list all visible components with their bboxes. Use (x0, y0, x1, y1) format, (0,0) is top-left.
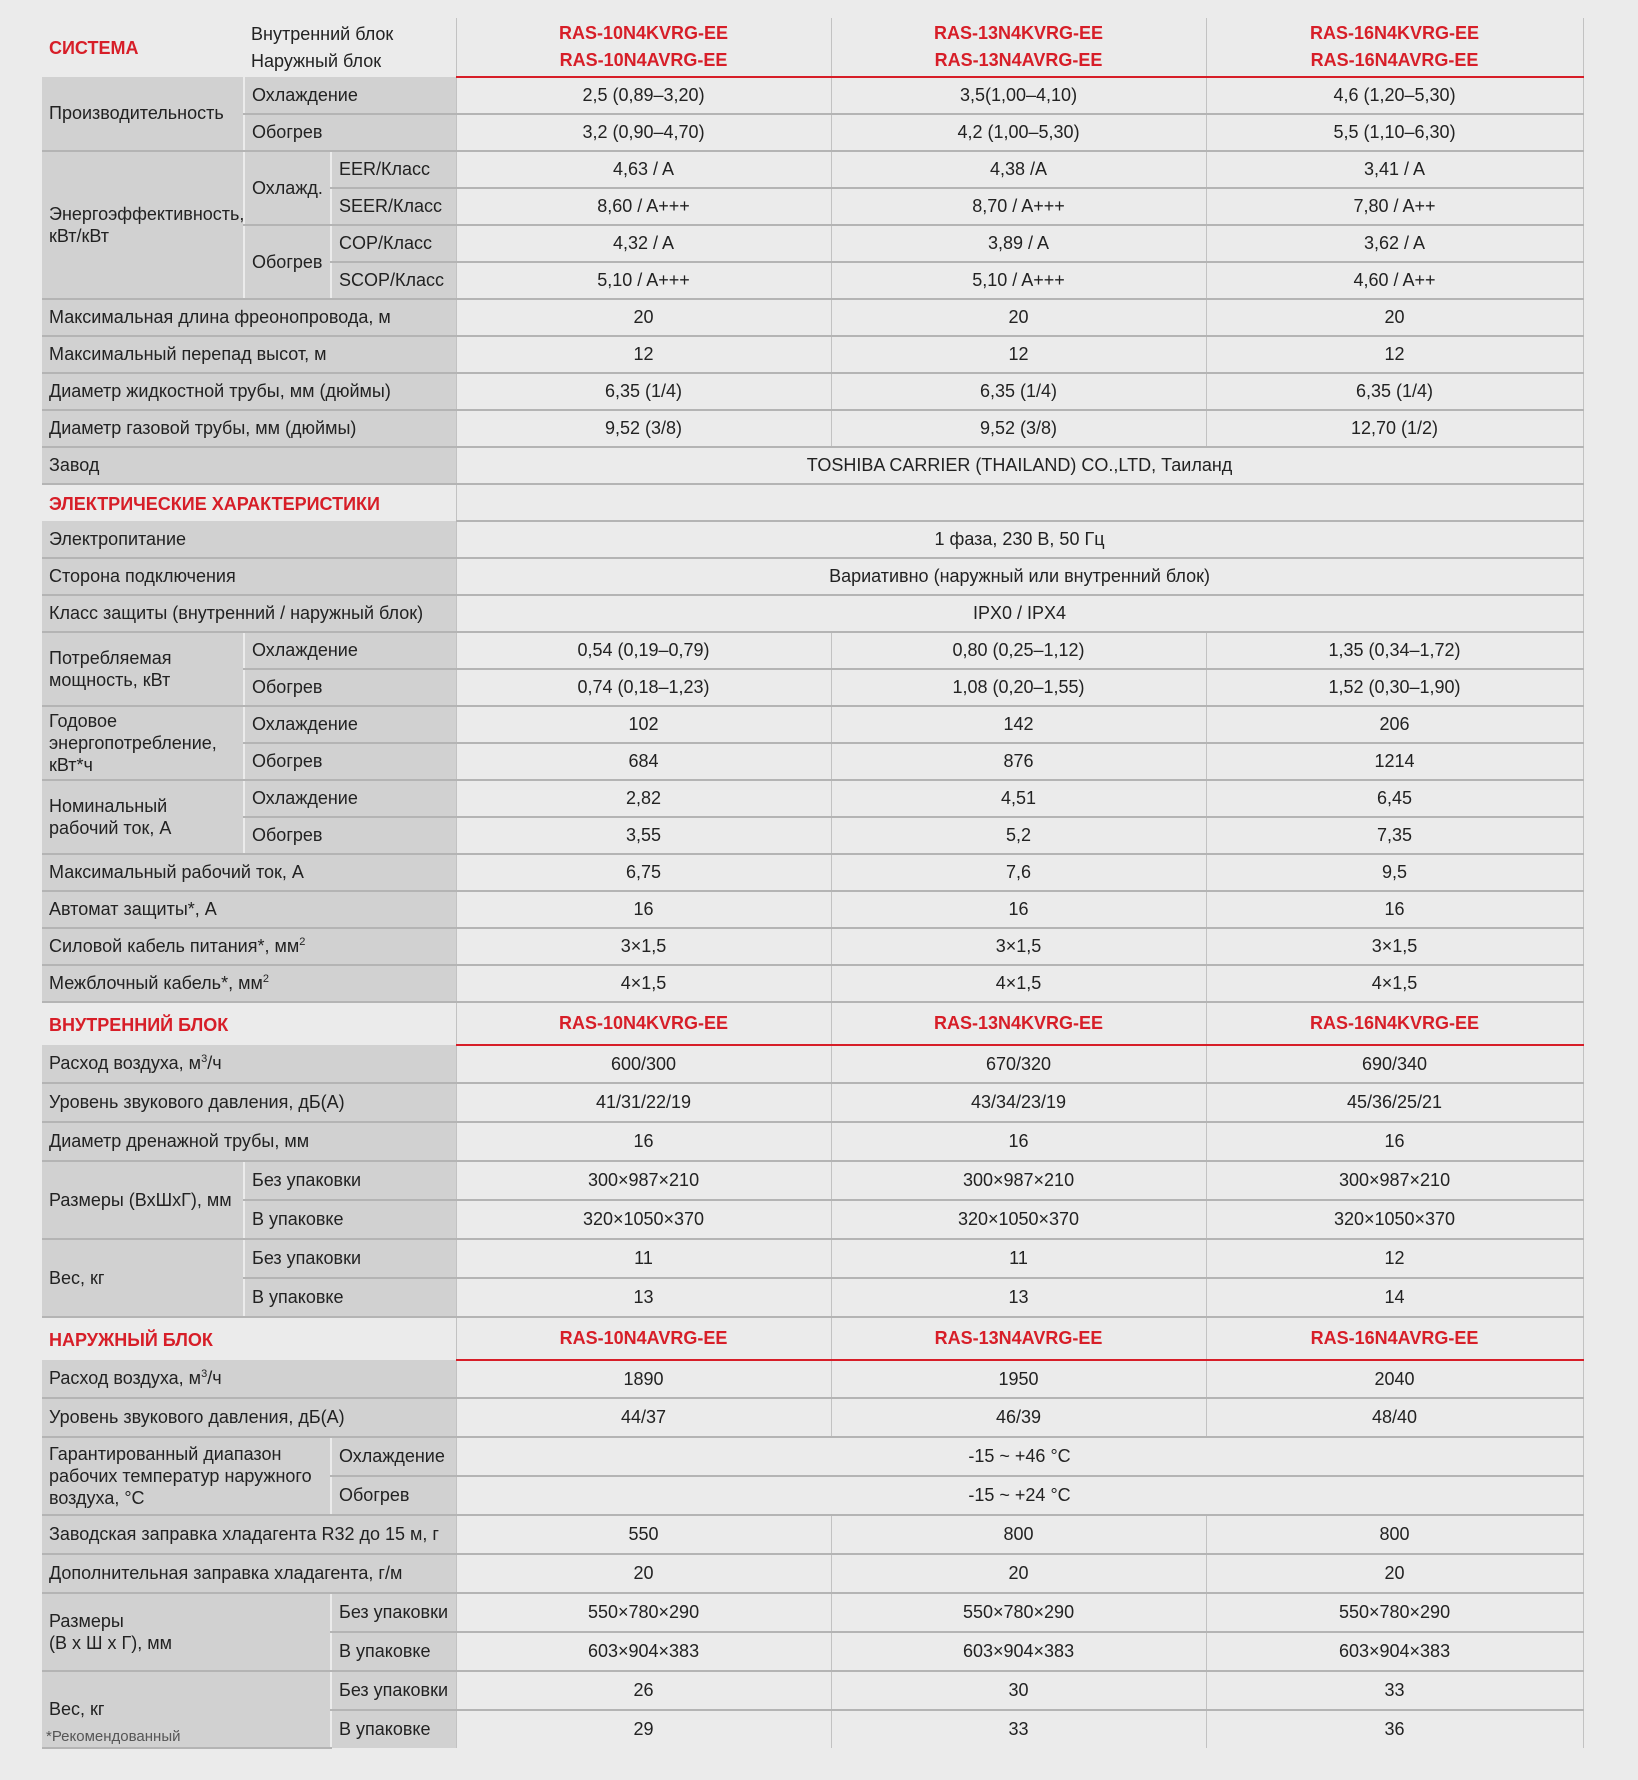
table-cell: 16 (831, 891, 1206, 928)
unit-type-labels (244, 18, 456, 77)
row-label: Вес, кг (42, 1239, 244, 1317)
table-cell: 600/300 (456, 1045, 831, 1083)
table-row (42, 1083, 1583, 1122)
table-cell: 30 (831, 1671, 1206, 1710)
table-cell: 33 (1206, 1671, 1583, 1710)
table-cell: 3,55 (456, 817, 831, 854)
row-sublabel: В упаковке (244, 1278, 456, 1317)
table-cell: 1,08 (0,20–1,55) (831, 669, 1206, 706)
table-cell: 5,10 / A+++ (456, 262, 831, 299)
table-cell: 4,63 / A (456, 151, 831, 188)
table-cell: 3,41 / A (1206, 151, 1583, 188)
table-cell: 26 (456, 1671, 831, 1710)
table-row (42, 1161, 1583, 1200)
row-sublabel: Обогрев (331, 1476, 456, 1515)
table-row (42, 1671, 1583, 1710)
table-cell: 6,75 (456, 854, 831, 891)
table-cell: 14 (1206, 1278, 1583, 1317)
table-cell: 3×1,5 (1206, 928, 1583, 965)
table-cell: 320×1050×370 (831, 1200, 1206, 1239)
table-row (42, 1554, 1583, 1593)
table-cell: 20 (1206, 299, 1583, 336)
table-cell: 9,5 (1206, 854, 1583, 891)
label-text: Силовой кабель питания*, мм (49, 936, 300, 956)
table-cell: 9,52 (3/8) (831, 410, 1206, 447)
table-cell: 4×1,5 (456, 965, 831, 1002)
table-cell: 6,35 (1/4) (456, 373, 831, 410)
superscript: 3 (201, 1053, 208, 1065)
table-cell: 12 (831, 336, 1206, 373)
superscript: 3 (201, 1368, 208, 1380)
row-label: Электропитание (42, 521, 456, 558)
row-sublabel: Обогрев (244, 114, 456, 151)
table-cell: 43/34/23/19 (831, 1083, 1206, 1122)
row-label: Диаметр газовой трубы, мм (дюймы) (42, 410, 456, 447)
table-cell: 16 (831, 1122, 1206, 1161)
table-cell: 7,6 (831, 854, 1206, 891)
table-row (42, 336, 1583, 373)
table-row (42, 1239, 1583, 1278)
table-cell: 0,80 (0,25–1,12) (831, 632, 1206, 669)
table-row (42, 1437, 1583, 1476)
row-sublabel: Охлаждение (244, 632, 456, 669)
label-text: Расход воздуха, м (49, 1368, 202, 1388)
table-row (42, 595, 1583, 632)
row-label (42, 1360, 456, 1398)
table-cell: 0,74 (0,18–1,23) (456, 669, 831, 706)
row-sublabel: SEER/Класс (331, 188, 456, 225)
row-label: Уровень звукового давления, дБ(А) (42, 1083, 456, 1122)
row-label (42, 928, 456, 965)
table-cell: 320×1050×370 (1206, 1200, 1583, 1239)
indoor-model-3: RAS-16N4KVRG-EE (1206, 1002, 1583, 1045)
table-cell: 4,60 / A++ (1206, 262, 1583, 299)
outdoor-model: RAS-10N4AVRG-EE (559, 50, 728, 70)
row-sublabel: EER/Класс (331, 151, 456, 188)
table-cell: 300×987×210 (456, 1161, 831, 1200)
table-cell: 7,80 / A++ (1206, 188, 1583, 225)
row-label: Диаметр дренажной трубы, мм (42, 1122, 456, 1161)
table-cell: 6,35 (1/4) (831, 373, 1206, 410)
row-label: Уровень звукового давления, дБ(А) (42, 1398, 456, 1437)
table-row (42, 669, 1583, 706)
row-label: Максимальный перепад высот, м (42, 336, 456, 373)
table-cell: 4,51 (831, 780, 1206, 817)
table-cell: 603×904×383 (831, 1632, 1206, 1671)
model-pair-1 (456, 18, 831, 77)
indoor-model: RAS-13N4KVRG-EE (933, 23, 1104, 43)
table-cell: 41/31/22/19 (456, 1083, 831, 1122)
table-cell: 16 (1206, 891, 1583, 928)
row-sublabel: Обогрев (244, 743, 456, 780)
table-cell: 48/40 (1206, 1398, 1583, 1437)
spec-table (42, 18, 1584, 1749)
table-cell: 5,2 (831, 817, 1206, 854)
table-cell: 6,35 (1/4) (1206, 373, 1583, 410)
table-cell: 4×1,5 (831, 965, 1206, 1002)
indoor-header-row (42, 1002, 1583, 1045)
table-row (42, 225, 1583, 262)
row-label: Максимальная длина фреонопровода, м (42, 299, 456, 336)
table-cell: 2,82 (456, 780, 831, 817)
table-row (42, 151, 1583, 188)
table-cell: 16 (1206, 1122, 1583, 1161)
row-sublabel: Без упаковки (244, 1161, 456, 1200)
outdoor-model-2: RAS-13N4AVRG-EE (831, 1317, 1206, 1360)
table-cell: 4×1,5 (1206, 965, 1583, 1002)
table-cell: -15 ~ +46 °С (456, 1437, 1583, 1476)
row-sublabel: В упаковке (331, 1710, 456, 1748)
table-cell: 3,62 / A (1206, 225, 1583, 262)
table-row (42, 1278, 1583, 1317)
table-cell: 3×1,5 (456, 928, 831, 965)
table-cell: 5,5 (1,10–6,30) (1206, 114, 1583, 151)
table-row (42, 558, 1583, 595)
system-header-row (42, 18, 1583, 77)
table-cell: 876 (831, 743, 1206, 780)
table-row (42, 1515, 1583, 1554)
row-sublabel: Охлаждение (244, 706, 456, 743)
table-cell: 20 (1206, 1554, 1583, 1593)
table-cell: 1 фаза, 230 В, 50 Гц (456, 521, 1583, 558)
table-row (42, 114, 1583, 151)
label-text: Межблочный кабель*, мм (49, 973, 263, 993)
row-sublabel: Обогрев (244, 817, 456, 854)
table-cell: 4,32 / A (456, 225, 831, 262)
row-label: Гарантированный диапазон рабочих температур наружного воздуха, °С (42, 1437, 331, 1515)
label-text: Расход воздуха, м (49, 1053, 202, 1073)
row-label: Номинальный рабочий ток, А (42, 780, 244, 854)
table-cell: 20 (831, 299, 1206, 336)
table-cell: 13 (456, 1278, 831, 1317)
row-label: Вес, кг (42, 1671, 331, 1748)
table-cell: 12 (1206, 336, 1583, 373)
table-cell: 16 (456, 891, 831, 928)
table-cell: 550×780×290 (1206, 1593, 1583, 1632)
table-cell: 670/320 (831, 1045, 1206, 1083)
table-cell: 1,35 (0,34–1,72) (1206, 632, 1583, 669)
table-cell: 4,2 (1,00–5,30) (831, 114, 1206, 151)
table-cell: 3,5(1,00–4,10) (831, 77, 1206, 114)
table-cell: 690/340 (1206, 1045, 1583, 1083)
table-row (42, 928, 1583, 965)
section-title-outdoor: НАРУЖНЫЙ БЛОК (42, 1317, 456, 1360)
table-row (42, 1122, 1583, 1161)
label-line: Размеры (49, 1611, 124, 1631)
table-row (42, 299, 1583, 336)
section-title-electrical: ЭЛЕКТРИЧЕСКИЕ ХАРАКТЕРИСТИКИ (42, 484, 456, 521)
row-label: Сторона подключения (42, 558, 456, 595)
row-sublabel: Без упаковки (244, 1239, 456, 1278)
row-sublabel: Без упаковки (331, 1671, 456, 1710)
table-cell: -15 ~ +24 °С (456, 1476, 1583, 1515)
table-cell: 300×987×210 (831, 1161, 1206, 1200)
indoor-model-2: RAS-13N4KVRG-EE (831, 1002, 1206, 1045)
row-label: Завод (42, 447, 456, 484)
row-sublabel: Охлаждение (244, 77, 456, 114)
table-cell: 300×987×210 (1206, 1161, 1583, 1200)
table-cell: 20 (831, 1554, 1206, 1593)
model-pair-3 (1206, 18, 1583, 77)
table-cell: Вариативно (наружный или внутренний блок) (456, 558, 1583, 595)
table-cell: 12,70 (1/2) (1206, 410, 1583, 447)
table-cell: 800 (831, 1515, 1206, 1554)
indoor-model-1: RAS-10N4KVRG-EE (456, 1002, 831, 1045)
outdoor-model-3: RAS-16N4AVRG-EE (1206, 1317, 1583, 1360)
row-label: Класс защиты (внутренний / наружный блок) (42, 595, 456, 632)
table-row (42, 77, 1583, 114)
table-cell: 13 (831, 1278, 1206, 1317)
section-spacer (456, 484, 1583, 521)
table-cell: 2,5 (0,89–3,20) (456, 77, 831, 114)
table-cell: IPX0 / IPX4 (456, 595, 1583, 632)
table-cell: 206 (1206, 706, 1583, 743)
table-cell: 1,52 (0,30–1,90) (1206, 669, 1583, 706)
row-label: Автомат защиты*, А (42, 891, 456, 928)
row-sublabel: Без упаковки (331, 1593, 456, 1632)
table-row (42, 891, 1583, 928)
indoor-model: RAS-10N4KVRG-EE (558, 23, 729, 43)
footnote: *Рекомендованный (46, 1728, 181, 1745)
superscript: 2 (262, 973, 269, 985)
table-cell: 320×1050×370 (456, 1200, 831, 1239)
row-label: Годовое энергопотребление, кВт*ч (42, 706, 244, 780)
row-label: Максимальный рабочий ток, А (42, 854, 456, 891)
row-label: Дополнительная заправка хладагента, г/м (42, 1554, 456, 1593)
table-cell: 3,89 / A (831, 225, 1206, 262)
table-cell: 4,38 /A (831, 151, 1206, 188)
outdoor-header-row (42, 1317, 1583, 1360)
table-cell: 3,2 (0,90–4,70) (456, 114, 831, 151)
outdoor-model: RAS-16N4AVRG-EE (1310, 50, 1479, 70)
row-label (42, 1593, 331, 1671)
table-cell: 1214 (1206, 743, 1583, 780)
indoor-model: RAS-16N4KVRG-EE (1309, 23, 1480, 43)
table-row (42, 743, 1583, 780)
outdoor-unit-label: Наружный блок (251, 50, 382, 71)
table-row (42, 706, 1583, 743)
table-cell: 12 (456, 336, 831, 373)
table-cell: 7,35 (1206, 817, 1583, 854)
table-cell: 0,54 (0,19–0,79) (456, 632, 831, 669)
table-cell: 5,10 / A+++ (831, 262, 1206, 299)
table-row (42, 1200, 1583, 1239)
row-sublabel: В упаковке (331, 1632, 456, 1671)
table-row (42, 447, 1583, 484)
table-cell: 603×904×383 (1206, 1632, 1583, 1671)
table-cell: 45/36/25/21 (1206, 1083, 1583, 1122)
table-row (42, 1593, 1583, 1632)
label-suffix: /ч (207, 1053, 222, 1073)
table-cell: 1890 (456, 1360, 831, 1398)
table-cell: 4,6 (1,20–5,30) (1206, 77, 1583, 114)
row-label (42, 1045, 456, 1083)
row-sublabel: Охлаждение (331, 1437, 456, 1476)
table-cell: 684 (456, 743, 831, 780)
table-cell: 550 (456, 1515, 831, 1554)
table-cell: 33 (831, 1710, 1206, 1748)
spec-sheet (42, 18, 1583, 1749)
row-group-label: Обогрев (244, 225, 331, 299)
table-row (42, 1045, 1583, 1083)
table-cell: TOSHIBA CARRIER (THAILAND) CO.,LTD, Таиланд (456, 447, 1583, 484)
outdoor-model: RAS-13N4AVRG-EE (934, 50, 1103, 70)
outdoor-model-1: RAS-10N4AVRG-EE (456, 1317, 831, 1360)
section-title-indoor: ВНУТРЕННИЙ БЛОК (42, 1002, 456, 1045)
table-cell: 3×1,5 (831, 928, 1206, 965)
table-row (42, 1360, 1583, 1398)
table-cell: 11 (831, 1239, 1206, 1278)
table-cell: 20 (456, 1554, 831, 1593)
table-cell: 142 (831, 706, 1206, 743)
row-label (42, 965, 456, 1002)
table-cell: 800 (1206, 1515, 1583, 1554)
table-cell: 11 (456, 1239, 831, 1278)
table-cell: 12 (1206, 1239, 1583, 1278)
row-group-label: Охлажд. (244, 151, 331, 225)
label-line: (В х Ш х Г), мм (49, 1633, 172, 1653)
table-row (42, 521, 1583, 558)
model-pair-2 (831, 18, 1206, 77)
row-label: Энергоэффективность, кВт/кВт (42, 151, 244, 299)
electrical-header-row (42, 484, 1583, 521)
row-label: Заводская заправка хладагента R32 до 15 м, г (42, 1515, 456, 1554)
table-cell: 550×780×290 (831, 1593, 1206, 1632)
row-sublabel: Обогрев (244, 669, 456, 706)
table-row (42, 410, 1583, 447)
table-row (42, 373, 1583, 410)
table-cell: 1950 (831, 1360, 1206, 1398)
table-cell: 29 (456, 1710, 831, 1748)
table-row (42, 1398, 1583, 1437)
row-sublabel: COP/Класс (331, 225, 456, 262)
indoor-unit-label: Внутренний блок (251, 23, 394, 44)
table-cell: 603×904×383 (456, 1632, 831, 1671)
table-cell: 550×780×290 (456, 1593, 831, 1632)
table-cell: 102 (456, 706, 831, 743)
table-cell: 16 (456, 1122, 831, 1161)
section-title-system: СИСТЕМА (42, 18, 244, 77)
table-cell: 2040 (1206, 1360, 1583, 1398)
table-cell: 46/39 (831, 1398, 1206, 1437)
row-sublabel: В упаковке (244, 1200, 456, 1239)
row-label: Производительность (42, 77, 244, 151)
table-row (42, 632, 1583, 669)
table-cell: 9,52 (3/8) (456, 410, 831, 447)
label-suffix: /ч (207, 1368, 222, 1388)
table-cell: 36 (1206, 1710, 1583, 1748)
table-row (42, 965, 1583, 1002)
table-cell: 8,60 / A+++ (456, 188, 831, 225)
table-row (42, 780, 1583, 817)
row-sublabel: Охлаждение (244, 780, 456, 817)
row-sublabel: SCOP/Класс (331, 262, 456, 299)
table-row (42, 854, 1583, 891)
superscript: 2 (299, 936, 306, 948)
table-cell: 20 (456, 299, 831, 336)
table-cell: 6,45 (1206, 780, 1583, 817)
row-label: Диаметр жидкостной трубы, мм (дюймы) (42, 373, 456, 410)
row-label: Потребляемая мощность, кВт (42, 632, 244, 706)
table-cell: 44/37 (456, 1398, 831, 1437)
row-label: Размеры (ВхШхГ), мм (42, 1161, 244, 1239)
table-cell: 8,70 / A+++ (831, 188, 1206, 225)
table-row (42, 817, 1583, 854)
